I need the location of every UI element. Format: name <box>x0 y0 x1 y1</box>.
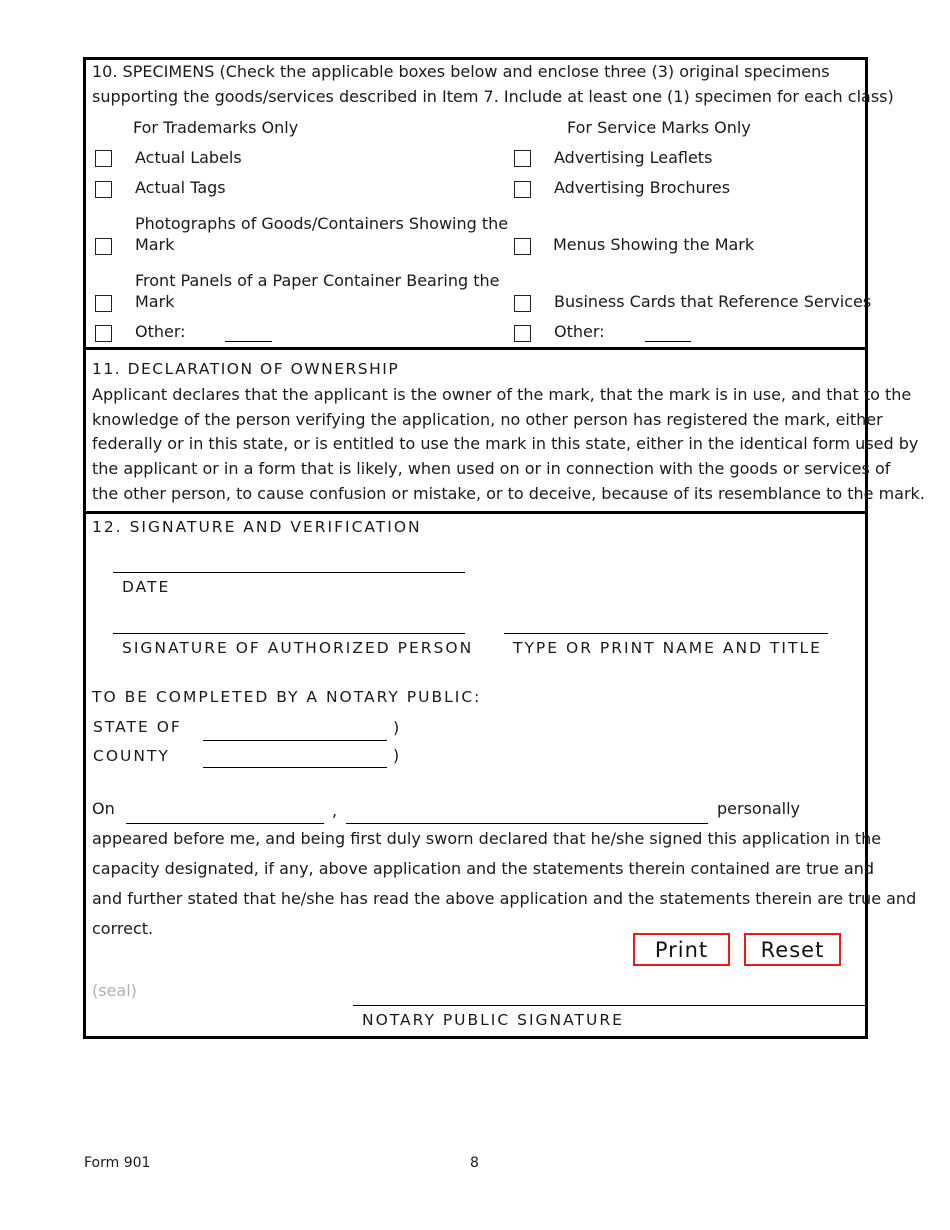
section-11-heading: 11. DECLARATION OF OWNERSHIP <box>92 360 400 378</box>
trademark-other-label: Other: <box>135 322 186 341</box>
front-panels-label-line1: Front Panels of a Paper Container Bearing the <box>135 271 500 290</box>
on-date-input-line[interactable] <box>126 823 324 824</box>
name-title-input-line[interactable] <box>504 633 828 634</box>
declaration-line2: knowledge of the person verifying the application, no other person has registered the mark, either <box>92 410 883 429</box>
name-title-label: TYPE OR PRINT NAME AND TITLE <box>513 639 822 657</box>
notary-signature-input-line[interactable] <box>353 1005 865 1006</box>
on-label: On <box>92 799 115 818</box>
declaration-line4: the applicant or in a form that is likely, when used on or in connection with the goods or services of <box>92 459 891 478</box>
county-input-line[interactable] <box>203 767 387 768</box>
reset-button[interactable]: Reset <box>744 933 841 966</box>
notary-signature-label: NOTARY PUBLIC SIGNATURE <box>362 1011 624 1029</box>
actual-tags-checkbox[interactable] <box>95 181 112 198</box>
service-other-checkbox[interactable] <box>514 325 531 342</box>
signature-label: SIGNATURE OF AUTHORIZED PERSON <box>122 639 474 657</box>
form-number: Form 901 <box>84 1155 151 1171</box>
seal-label: (seal) <box>92 981 137 1000</box>
county-paren: ) <box>393 746 400 765</box>
declaration-line3: federally or in this state, or is entitled to use the mark in this state, either in the identical form used by <box>92 434 919 453</box>
section-divider-12 <box>83 511 868 514</box>
declaration-line1: Applicant declares that the applicant is the owner of the mark, that the mark is in use, and that to the <box>92 385 912 404</box>
date-label: DATE <box>122 578 171 596</box>
on-name-input-line[interactable] <box>346 823 708 824</box>
advertising-brochures-checkbox[interactable] <box>514 181 531 198</box>
date-input-line[interactable] <box>113 572 465 573</box>
state-input-line[interactable] <box>203 740 387 741</box>
section-10-heading-line2: supporting the goods/services described in Item 7. Include at least one (1) specimen for each class) <box>92 87 894 106</box>
trademark-other-input-line[interactable] <box>225 341 272 342</box>
photographs-label-line1: Photographs of Goods/Containers Showing the <box>135 214 509 233</box>
on-comma: , <box>332 801 338 820</box>
signature-input-line[interactable] <box>113 633 465 634</box>
print-button[interactable]: Print <box>633 933 730 966</box>
menus-label: Menus Showing the Mark <box>553 235 755 254</box>
actual-labels-checkbox[interactable] <box>95 150 112 167</box>
actual-labels-label: Actual Labels <box>135 148 242 167</box>
section-10-heading-line1: 10. SPECIMENS (Check the applicable boxes below and enclose three (3) original specimens <box>92 62 830 81</box>
section-divider-11 <box>83 347 868 350</box>
photographs-label-line2: Mark <box>135 235 175 254</box>
notary-text-line2: capacity designated, if any, above application and the statements therein contained are true and <box>92 859 874 878</box>
advertising-leaflets-label: Advertising Leaflets <box>554 148 713 167</box>
personally-label: personally <box>717 799 801 818</box>
state-label: STATE OF <box>93 718 182 736</box>
business-cards-checkbox[interactable] <box>514 295 531 312</box>
county-label: COUNTY <box>93 747 170 765</box>
front-panels-label-line2: Mark <box>135 292 175 311</box>
service-marks-column-title: For Service Marks Only <box>567 118 751 137</box>
state-paren: ) <box>393 718 400 737</box>
advertising-brochures-label: Advertising Brochures <box>554 178 731 197</box>
trademarks-column-title: For Trademarks Only <box>133 118 299 137</box>
menus-checkbox[interactable] <box>514 238 531 255</box>
page-number: 8 <box>470 1155 479 1171</box>
service-other-input-line[interactable] <box>645 341 691 342</box>
trademark-other-checkbox[interactable] <box>95 325 112 342</box>
notary-text-line3: and further stated that he/she has read the above application and the statements therein are true and <box>92 889 917 908</box>
notary-heading: TO BE COMPLETED BY A NOTARY PUBLIC: <box>92 688 482 706</box>
front-panels-checkbox[interactable] <box>95 295 112 312</box>
service-other-label: Other: <box>554 322 605 341</box>
notary-text-line1: appeared before me, and being first duly sworn declared that he/she signed this application in the <box>92 829 882 848</box>
photographs-checkbox[interactable] <box>95 238 112 255</box>
section-12-heading: 12. SIGNATURE AND VERIFICATION <box>92 518 422 536</box>
business-cards-label: Business Cards that Reference Services <box>554 292 872 311</box>
actual-tags-label: Actual Tags <box>135 178 226 197</box>
advertising-leaflets-checkbox[interactable] <box>514 150 531 167</box>
notary-text-line4: correct. <box>92 919 154 938</box>
declaration-line5: the other person, to cause confusion or mistake, or to deceive, because of its resemblance to the mark. <box>92 484 925 503</box>
